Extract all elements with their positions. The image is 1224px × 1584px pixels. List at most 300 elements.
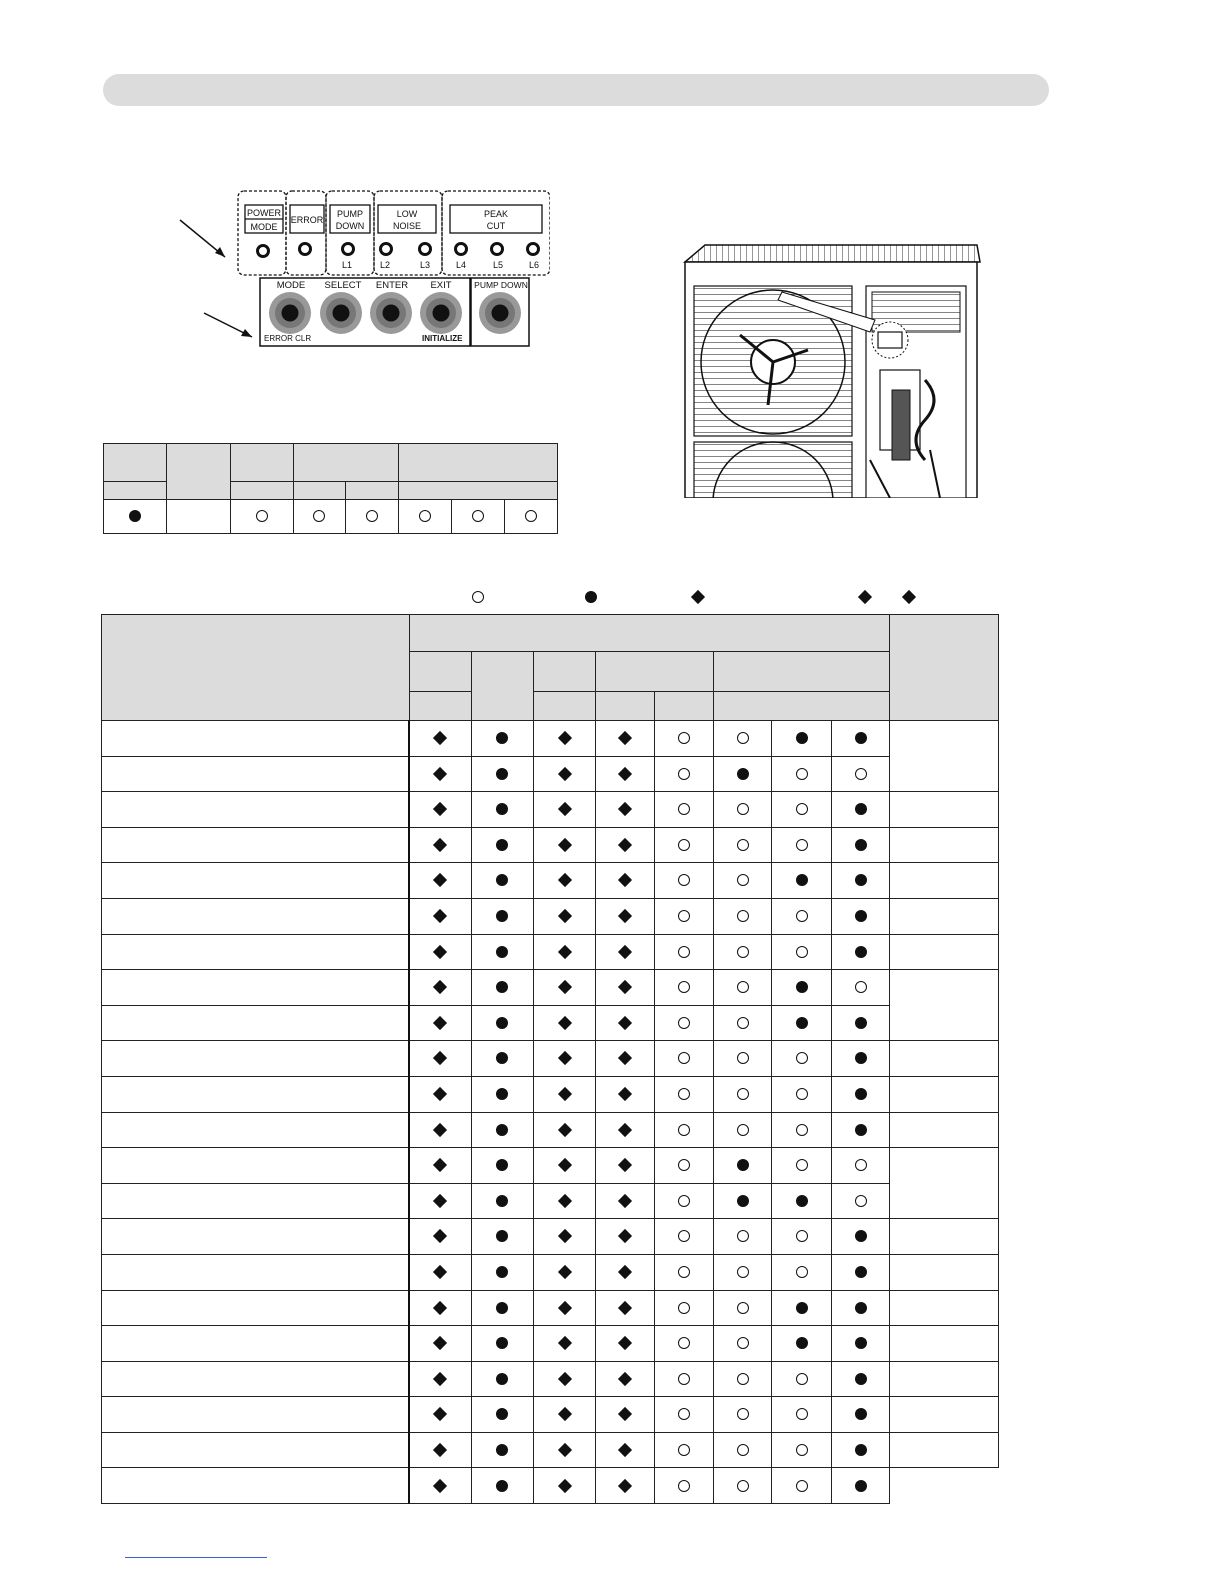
led-off-icon [737,1266,749,1278]
led-state-cell [714,827,772,863]
table-row [102,863,999,899]
led-state-cell [655,1290,714,1326]
led-state-cell [534,721,596,757]
led-state-cell [714,1326,772,1362]
led-state-cell [714,1361,772,1397]
led-off-icon [737,1373,749,1385]
led-state-cell [409,1397,471,1433]
led-off-icon [796,803,808,815]
led-label-mode: MODE [250,222,278,232]
led-id-l4: L4 [455,260,467,270]
note-cell [890,1076,999,1112]
led-on-icon [496,1159,508,1171]
led-on-icon [496,1337,508,1349]
led-off-icon [737,874,749,886]
header-cell [399,444,558,482]
table-row [102,898,999,934]
led-state-cell [471,1041,534,1077]
led-on-icon [855,1444,867,1456]
setting-item-cell [102,756,410,792]
led-off-icon [796,1230,808,1242]
led-state-cell [772,756,832,792]
legend-symbol-blink-a [860,588,876,608]
led-on-icon [855,1230,867,1242]
led-off-icon [678,1266,690,1278]
led-state-cell [832,1432,890,1468]
note-cell [890,1219,999,1255]
led-state-cell [471,1219,534,1255]
error-header-cell [471,652,534,721]
led-state-cell [772,1468,832,1504]
led-off-icon [678,1230,690,1242]
led-state-cell [596,1041,655,1077]
led-state-cell [714,1468,772,1504]
led-blink-icon [618,1372,632,1386]
led-id-l6: L6 [528,260,540,270]
led-id-l2: L2 [379,260,391,270]
select-button[interactable] [320,292,362,334]
led-state-cell [714,1076,772,1112]
note-cell [890,827,999,863]
led-state-cell [714,863,772,899]
led-on-icon [796,732,808,744]
led-state-cell [832,1041,890,1077]
led-state-cell [409,1432,471,1468]
led-state-cell [832,792,890,828]
led-state-cell [534,934,596,970]
led-state-cell [772,970,832,1006]
led-state-cell [832,1005,890,1041]
mode-subheader-cell [409,692,471,721]
led-blink-icon [618,1158,632,1172]
led-blink-icon [558,1407,572,1421]
led-blink-icon [433,980,447,994]
note-cell [890,1041,999,1077]
led-on-icon [496,768,508,780]
led-on-icon [855,1408,867,1420]
led-off-icon [678,981,690,993]
led-state-cell [596,1183,655,1219]
led-state-cell [534,1041,596,1077]
led-off-icon [855,1159,867,1171]
led-state-cell [534,1290,596,1326]
subheader-cell [104,482,167,500]
led-label-peak: PEAK [483,209,509,219]
led-blink-icon [433,1194,447,1208]
led-off-icon [525,510,537,522]
led-on-icon [855,1373,867,1385]
led-state-cell [832,1468,890,1504]
led-on-icon [496,874,508,886]
note-cell [890,792,999,828]
led-state-cell [409,1112,471,1148]
led-blink-icon [618,838,632,852]
led-off-icon [796,1480,808,1492]
subheader-cell [399,482,558,500]
note-cell [890,1397,999,1433]
led-l2 [381,244,392,255]
led-id-l5: L5 [492,260,504,270]
led-off-icon [737,732,749,744]
button-label-enter: ENTER [375,280,409,291]
led-blink-icon [691,590,705,604]
table-row [102,970,999,1006]
led-on-icon [737,1195,749,1207]
led-blink-icon [858,590,872,604]
table-row [102,1290,999,1326]
led-on-icon [496,1373,508,1385]
led-state-cell [534,1468,596,1504]
led-state-cell [471,721,534,757]
setting-item-cell [102,898,410,934]
led-blink-icon [433,1016,447,1030]
led-on-icon [496,839,508,851]
table-row [102,827,999,863]
led-state-cell [772,1326,832,1362]
led-blink-icon [618,1300,632,1314]
led-state-cell [832,863,890,899]
table-row [102,1397,999,1433]
table-row [102,1076,999,1112]
setting-item-cell [102,1290,410,1326]
led-on-icon [855,874,867,886]
led-blink-icon [558,1336,572,1350]
led-blink-icon [433,1087,447,1101]
led-blink-icon [558,802,572,816]
l1-subheader-cell [534,692,596,721]
led-on-icon [855,732,867,744]
led-off-icon [796,910,808,922]
led-blink-icon [558,1016,572,1030]
led-state-cell [655,792,714,828]
button-label-select: SELECT [324,280,362,291]
led-off-icon [796,1266,808,1278]
led-state-cell [832,1148,890,1184]
led-blink-icon [558,1300,572,1314]
lownoise-header-cell [596,652,714,692]
led-state-cell [471,934,534,970]
note-cell [890,1290,999,1326]
led-state-cell [471,1076,534,1112]
led-state-cell [534,756,596,792]
led-off-icon [855,768,867,780]
led-state-cell [409,863,471,899]
led-state-cell [230,500,293,534]
setting-item-cell [102,1326,410,1362]
led-state-cell [534,827,596,863]
led-blink-icon [433,1443,447,1457]
led-blink-icon [433,1372,447,1386]
led-state-cell [409,756,471,792]
led-state-cell [655,1254,714,1290]
note-cell [890,898,999,934]
note-cell [890,1432,999,1468]
table-row [102,1254,999,1290]
led-off-icon [796,839,808,851]
led-blink-icon [558,1372,572,1386]
led-state-cell [832,898,890,934]
led-off-icon [678,1302,690,1314]
led-off-icon [737,1337,749,1349]
led-on-icon [496,1266,508,1278]
led-off-icon [678,768,690,780]
note-cell [890,970,999,1041]
subheader-cell [293,482,346,500]
led-on-icon [737,1159,749,1171]
led-off-icon [737,1124,749,1136]
led-state-cell [714,1148,772,1184]
led-blink-icon [618,1478,632,1492]
led-on-icon [796,1195,808,1207]
led-state-cell [772,1005,832,1041]
led-power [258,246,269,257]
setting-item-cell [102,1361,410,1397]
led-state-cell [505,500,558,534]
led-off-icon [678,1159,690,1171]
table-row [102,1468,999,1504]
button-label-exit: EXIT [430,280,452,291]
note-header-cell [890,615,999,721]
led-state-cell [293,500,346,534]
setting-item-cell [102,1219,410,1255]
setting-items-table [101,614,999,1504]
led-off-icon [737,910,749,922]
led-state-cell [596,792,655,828]
led-state-cell [772,1432,832,1468]
led-state-cell [655,1183,714,1219]
led-blink-icon [433,1336,447,1350]
led-state-cell [409,1326,471,1362]
led-state-cell [471,756,534,792]
led-state-cell [772,721,832,757]
item-header-cell [102,615,410,721]
l2-subheader-cell [596,692,655,721]
led-state-cell [471,1397,534,1433]
led-l4 [456,244,467,255]
error-clr-label: ERROR CLR [264,334,312,343]
led-state-cell [655,1112,714,1148]
led-off-icon [737,946,749,958]
led-state-cell [452,500,505,534]
led-state-cell [346,500,399,534]
control-panel-diagram [170,185,550,355]
setting-item-cell [102,1183,410,1219]
led-off-icon [855,1195,867,1207]
led-on-icon [855,1088,867,1100]
peakcut-header-cell [714,652,890,692]
setting-item-cell [102,970,410,1006]
led-off-icon [737,803,749,815]
led-id-l1: L1 [341,260,353,270]
setting-item-cell [102,1005,410,1041]
led-on-icon [496,1195,508,1207]
note-cell [890,1326,999,1362]
setting-item-cell [102,1076,410,1112]
led-state-cell [832,827,890,863]
led-state-cell [534,1148,596,1184]
led-state-cell [534,1112,596,1148]
led-blink-icon [433,1229,447,1243]
led-state-cell [409,970,471,1006]
led-on-icon [855,839,867,851]
led-state-cell [832,1397,890,1433]
led-state-cell [596,934,655,970]
led-state-cell [166,500,230,534]
led-on-icon [796,874,808,886]
table-row [102,721,999,757]
led-state-cell [596,1326,655,1362]
led-state-cell [655,1397,714,1433]
led-state-cell [471,1148,534,1184]
setting-item-cell [102,863,410,899]
setting-item-cell [102,1041,410,1077]
led-off-icon [678,803,690,815]
header-cell [293,444,399,482]
led-on-icon [496,1444,508,1456]
led-on-icon [855,1124,867,1136]
table-row [102,756,999,792]
led-blink-icon [618,1336,632,1350]
led-state-cell [655,1041,714,1077]
led-on-icon [855,1266,867,1278]
led-state-cell [772,827,832,863]
led-state-cell [655,721,714,757]
pump-down-button[interactable] [479,292,521,334]
led-label-noise: NOISE [392,221,422,231]
led-state-cell [714,1005,772,1041]
led-state-cell [471,898,534,934]
led-on-icon [496,1052,508,1064]
enter-button[interactable] [370,292,412,334]
led-l6 [528,244,539,255]
led-l5 [492,244,503,255]
led-blink-icon [618,802,632,816]
led-state-cell [534,863,596,899]
led-state-cell [832,1076,890,1112]
led-state-cell [409,827,471,863]
led-state-cell [772,934,832,970]
led-off-icon [472,510,484,522]
table-row [102,934,999,970]
note-cell [890,1148,999,1219]
led-state-cell [714,970,772,1006]
led-state-cell [596,1219,655,1255]
led-state-cell [596,721,655,757]
led-state-cell [832,1219,890,1255]
led-off-icon [678,1408,690,1420]
led-state-cell [409,1076,471,1112]
led-state-cell [655,1219,714,1255]
led-off-icon [678,1052,690,1064]
led-off-icon [678,910,690,922]
led-state-cell [655,1005,714,1041]
led-blink-icon [558,1123,572,1137]
led-state-cell [772,1290,832,1326]
power-header-cell [409,652,471,692]
led-off-icon [796,1124,808,1136]
led-blink-icon [558,1194,572,1208]
led-state-cell [596,1361,655,1397]
led-on-icon [129,510,141,522]
led-state-cell [596,1397,655,1433]
led-state-cell [714,792,772,828]
led-state-cell [399,500,452,534]
led-off-icon [678,1195,690,1207]
led-blink-icon [558,731,572,745]
led-on-icon [855,1052,867,1064]
led-state-cell [832,1254,890,1290]
led-blink-icon [433,731,447,745]
exit-button[interactable] [420,292,462,334]
led-state-cell [655,1468,714,1504]
led-blink-icon [618,1407,632,1421]
led-off-icon [855,981,867,993]
subheader-cell [230,482,293,500]
led-state-cell [655,827,714,863]
led-off-icon [678,1088,690,1100]
led-blink-icon [618,1194,632,1208]
led-state-cell [534,1397,596,1433]
led-blink-icon [558,1087,572,1101]
led-on-icon [496,981,508,993]
led-label-power: POWER [246,208,282,218]
led-state-cell [772,792,832,828]
led-off-icon [678,874,690,886]
led-off-icon [796,1159,808,1171]
led-state-cell [832,1112,890,1148]
led-state-cell [714,1290,772,1326]
note-cell [890,721,999,792]
led-state-cell [471,1432,534,1468]
led-state-cell [714,1041,772,1077]
led-blink-icon [433,1300,447,1314]
led-blink-icon [618,1016,632,1030]
led-off-icon [678,1124,690,1136]
led-state-cell [409,1290,471,1326]
header-cell [230,444,293,482]
led-blink-icon [558,873,572,887]
led-state-cell [471,1254,534,1290]
led-on-icon [496,1088,508,1100]
button-label-pump-down: PUMP DOWN [474,280,528,290]
led-on-icon [796,981,808,993]
led-state-cell [471,827,534,863]
led-off-icon [472,591,484,603]
led-label-down: DOWN [335,221,365,231]
led-l1 [343,244,354,255]
led-blink-icon [433,873,447,887]
table-row [102,792,999,828]
led-blink-icon [618,873,632,887]
led-state-cell [655,1148,714,1184]
led-state-cell [409,1005,471,1041]
led-off-icon [796,1088,808,1100]
led-state-cell [832,1290,890,1326]
led-blink-icon [433,1123,447,1137]
led-blink-icon [433,1158,447,1172]
led-off-icon [796,1052,808,1064]
led-state-cell [596,756,655,792]
led-blink-icon [433,945,447,959]
led-on-icon [496,1480,508,1492]
led-off-icon [796,1373,808,1385]
led-off-icon [796,1444,808,1456]
led-state-cell [409,934,471,970]
mode-button[interactable] [269,292,311,334]
led-on-icon [585,591,597,603]
setting-item-cell [102,792,410,828]
led-blink-icon [618,1229,632,1243]
